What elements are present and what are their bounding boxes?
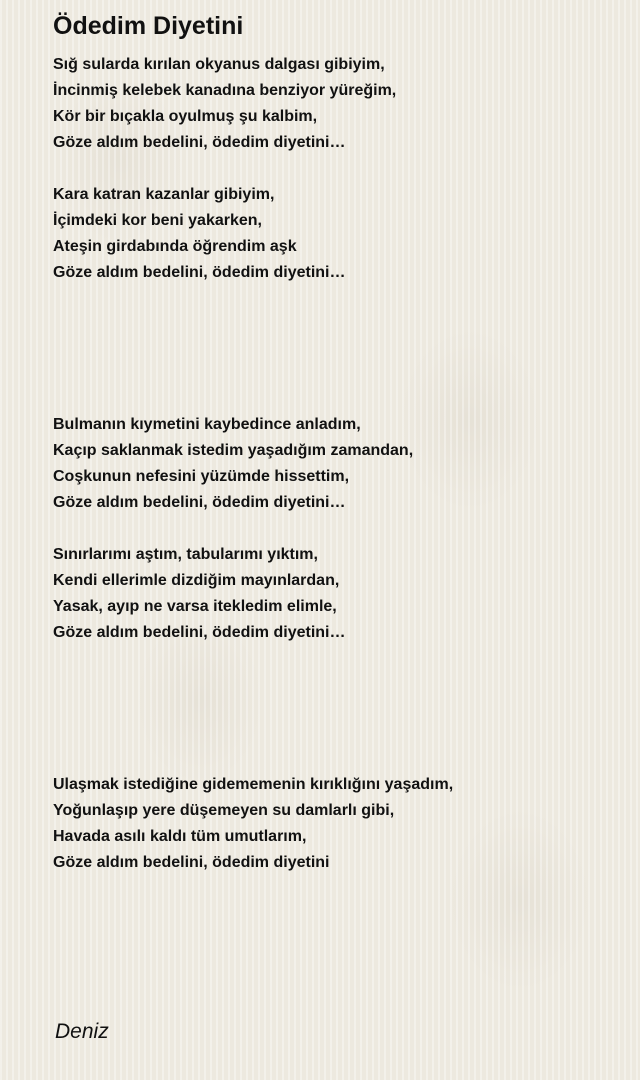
poem-line: Göze aldım bedelini, ödedim diyetini… — [53, 494, 346, 511]
poem-line: Yoğunlaşıp yere düşemeyen su damlarlı gibi, — [53, 802, 395, 819]
poem-line: Ateşin girdabında öğrendim aşk — [53, 238, 297, 255]
stanza-1 — [53, 52, 396, 156]
poem-line: Göze aldım bedelini, ödedim diyetini… — [53, 264, 346, 281]
poem-line: Kendi ellerimle dizdiğim mayınlardan, — [53, 572, 340, 589]
poem-line: Yasak, ayıp ne varsa itekledim elimle, — [53, 598, 337, 615]
poem-line: İncinmiş kelebek kanadına benziyor yüreğim, — [53, 82, 397, 99]
poem-line: Kör bir bıçakla oyulmuş şu kalbim, — [53, 108, 318, 125]
poem-line: Göze aldım bedelini, ödedim diyetini… — [53, 624, 346, 641]
poem-line: Sınırlarımı aştım, tabularımı yıktım, — [53, 546, 318, 563]
poem-line: Sığ sularda kırılan okyanus dalgası gibiyim, — [53, 56, 385, 73]
poem-title: Ödedim Diyetini — [53, 12, 244, 40]
stanza-5 — [53, 772, 453, 876]
poem-line: Göze aldım bedelini, ödedim diyetini — [53, 854, 330, 871]
poem-line: Coşkunun nefesini yüzümde hissettim, — [53, 468, 350, 485]
poem-line: İçimdeki kor beni yakarken, — [53, 212, 262, 229]
stanza-2 — [53, 182, 345, 286]
poem-author: Deniz — [55, 1020, 109, 1043]
poem-line: Kara katran kazanlar gibiyim, — [53, 186, 275, 203]
stanza-3 — [53, 412, 413, 516]
poem-line: Ulaşmak istediğine gidememenin kırıklığını yaşadım, — [53, 776, 454, 793]
poem-line: Kaçıp saklanmak istedim yaşadığım zamandan, — [53, 442, 414, 459]
poem-line: Göze aldım bedelini, ödedim diyetini… — [53, 134, 346, 151]
stanza-4 — [53, 542, 345, 646]
poem-line: Bulmanın kıymetini kaybedince anladım, — [53, 416, 361, 433]
poem-line: Havada asılı kaldı tüm umutlarım, — [53, 828, 307, 845]
